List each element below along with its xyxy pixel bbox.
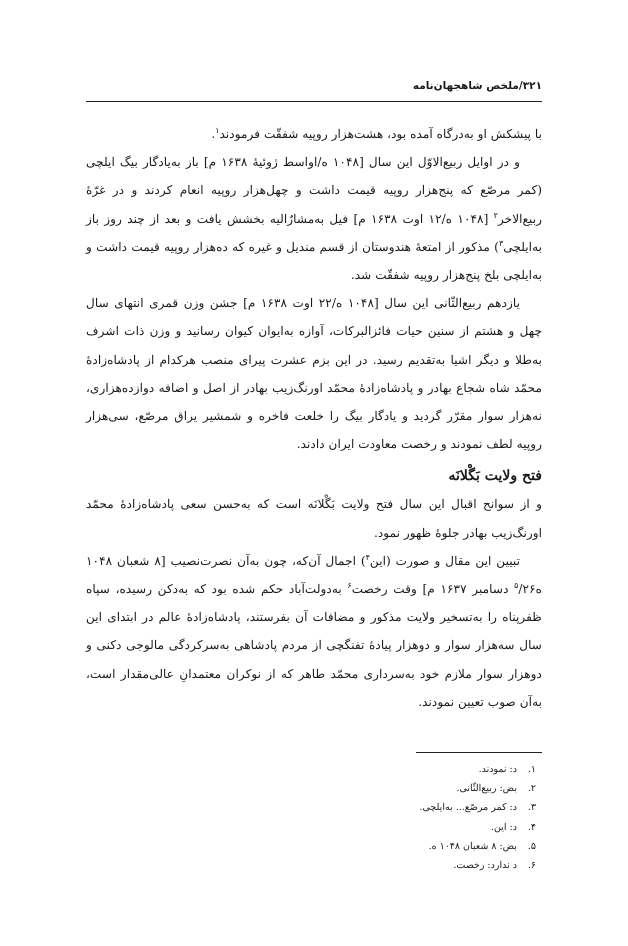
body-text: [86, 120, 542, 716]
paragraph-3: یازدهم ربیع‌الثّانی این سال [۱۰۴۸ ه/۲۲ اوت ۱۶۳۸ م] جشن وزن قمری انتهای سال چهل و هشتم از سنین حیات فائزالبرکات، آوازه به‌ایوان کیوان رسانید و وزن ذات اشرف به‌طلا و دیگر اشیا به‌تقدیم رسید. در این بزم عشرت پیرای منصب هرکدام از پادشاه‌زادهٔ محمّد شاه شجاع بهادر و پادشاه‌زادهٔ محمّد اورنگ‌زیب بهادر از اصل و اضافه دوازده‌هزاری، نه‌هزار سوار مقرّر گردید و یادگار بیگ را خلعت فاخره و شمشیر یراق مرصّع، سی‌هزار روپیه لطف نمودند و رخصت معاودت ایران دادند.: [86, 296, 542, 452]
paragraph-1: با پیشکش او به‌درگاه آمده بود، هشت‌هزار روپیه شفقّت فرمودند$^۱$.: [211, 125, 542, 141]
footnotes: [86, 760, 542, 875]
footnote-item: ۳. د: کمر مرصّع... به‌ایلچی.: [419, 802, 536, 814]
footnote-ref-3[interactable]: ۳: [498, 238, 504, 248]
footnote-ref-2[interactable]: ۲: [493, 210, 498, 220]
footnote-rule: [416, 752, 542, 753]
footnote-item: ۵. بض: ۸ شعبان ۱۰۴۸ ه.: [428, 840, 536, 852]
footnote-ref-5[interactable]: ۵: [514, 580, 519, 590]
paragraph-5: تبیین این مقال و صورت (این$^۴$) اجمال آن‌که، چون به‌آن نصرت‌نصیب [۸ شعبان ۱۰۴۸ ه$^۵$/۲۶ دسامبر ۱۶۳۷ م] وقت رخصت$^۶$ به‌دولت‌آباد حکم شده بود که به‌دکن رسیده، سپاه ظفرپناه را به‌تسخیر ولایت مذکور و مضافات آن بفرستند، پادشاه‌زادهٔ عالم در ابتدای این سال سه‌هزار سوار و دوهزار پیادهٔ تفنگچی از مردم پادشاهی به‌سرکردگی مالوجی دکنی و دوهزار سوار ملازم خود به‌سرداری محمّد طاهر که از نوکران معتمدانِ عالی‌مقدار است، به‌آن صوب تعیین نمودند.: [86, 552, 543, 709]
footnote-item: ۲. بض: ربیع‌الثّانی.: [456, 783, 536, 795]
header-rule: [86, 101, 542, 102]
footnote-item: ۱. د: نمودند.: [478, 764, 536, 775]
running-header: [86, 80, 542, 100]
paragraph-4: و از سوانح اقبال این سال فتح ولایت بَگْلانَه است که به‌حسن سعی پادشاه‌زادهٔ محمّد اورنگ‌زیب بهادر جلوهٔ ظهور نمود.: [86, 497, 542, 540]
running-title: ۳۲۱/ملخص شاهجهان‌نامه: [412, 80, 542, 92]
footnote-item: ۴. د: این.: [490, 821, 536, 833]
footnote-ref-6[interactable]: ۶: [347, 580, 352, 590]
section-heading: فتح ولایت بَگْلانَه: [448, 468, 542, 485]
paragraph-2: و در اوایل ربیع‌الاوّل این سال [۱۰۴۸ ه/اواسط ژوئیهٔ ۱۶۳۸ م] باز به‌یادگار بیگ ایلچی (کمر مرصّع که پنج‌هزار روپیه قیمت داشت و چهل‌هزار روپیه انعام کردند و در غرّهٔ ربیع‌الاخر$^۲$ [۱۰۴۸ ه/۱۲ اوت ۱۶۳۸ م] فیل به‌مشارٌالیه بخشش یافت و بعد از چند روز باز به‌ایلچی$^۳$) مذکور از امتعهٔ هندوستان از قسم مندیل و غیره که ده‌هزار روپیه قیمت داشت و به‌ایلچی بلخ پنج‌هزار روپیه شفقّت شد.: [86, 155, 542, 283]
footnote-ref-4[interactable]: ۴: [365, 552, 370, 562]
footnote-ref-1[interactable]: ۱: [215, 125, 220, 135]
footnote-item: ۶. د ندارد: رخصت.: [453, 860, 536, 872]
